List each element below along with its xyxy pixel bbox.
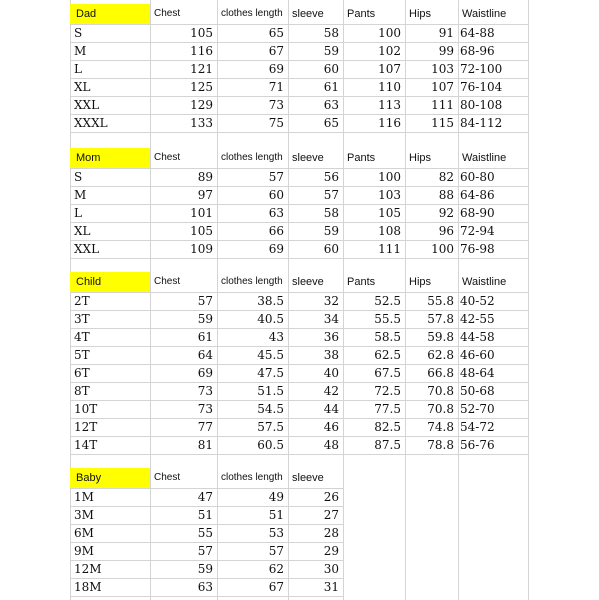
cell-chest[interactable]: 77: [197, 420, 213, 434]
cell-sleeve[interactable]: 60: [323, 242, 339, 256]
cell-waistline[interactable]: 68-90: [460, 206, 495, 220]
cell-waistline[interactable]: 80-108: [460, 98, 503, 112]
cell-pants[interactable]: 113: [378, 98, 401, 112]
table-row: [0, 204, 600, 222]
cell-size[interactable]: 8T: [74, 384, 90, 398]
table-row: [0, 542, 600, 560]
column-header-chest[interactable]: Chest: [154, 152, 181, 163]
cell-clothes-length[interactable]: 67: [268, 580, 284, 594]
cell-size[interactable]: 12M: [74, 562, 102, 576]
cell-clothes-length[interactable]: 57: [268, 544, 284, 558]
table-row: [0, 114, 600, 132]
table-row: [0, 168, 600, 186]
cell-clothes-length[interactable]: 69: [268, 242, 284, 256]
cell-hips[interactable]: 111: [431, 98, 454, 112]
cell-pants[interactable]: 72.5: [374, 384, 401, 398]
cell-size[interactable]: M: [74, 44, 87, 58]
cell-chest[interactable]: 57: [197, 544, 213, 558]
table-row: [0, 240, 600, 258]
table-row: [0, 488, 600, 506]
table-row: [0, 60, 600, 78]
cell-pants[interactable]: 102: [378, 44, 401, 58]
cell-sleeve[interactable]: 58: [323, 206, 339, 220]
cell-clothes-length[interactable]: 66: [268, 224, 284, 238]
cell-waistline[interactable]: 54-72: [460, 420, 495, 434]
cell-size[interactable]: 1M: [74, 490, 94, 504]
cell-clothes-length[interactable]: 40.5: [257, 312, 284, 326]
cell-pants[interactable]: 62.5: [374, 348, 401, 362]
cell-clothes-length[interactable]: 73: [268, 98, 284, 112]
table-row: [0, 96, 600, 114]
section-label-child[interactable]: Child: [70, 272, 150, 292]
cell-hips[interactable]: 62.8: [427, 348, 454, 362]
cell-chest[interactable]: 51: [197, 508, 213, 522]
cell-waistline[interactable]: 48-64: [460, 366, 495, 380]
column-header-chest[interactable]: Chest: [154, 472, 181, 483]
column-header-waistline[interactable]: Waistline: [462, 276, 507, 288]
cell-clothes-length[interactable]: 53: [268, 526, 284, 540]
cell-chest[interactable]: 109: [190, 242, 213, 256]
cell-size[interactable]: L: [74, 206, 82, 220]
cell-clothes-length[interactable]: 75: [268, 116, 284, 130]
cell-chest[interactable]: 133: [190, 116, 213, 130]
cell-hips[interactable]: 88: [438, 188, 454, 202]
cell-sleeve[interactable]: 61: [323, 80, 339, 94]
cell-clothes-length[interactable]: 63: [268, 206, 284, 220]
cell-sleeve[interactable]: 26: [323, 490, 339, 504]
column-header-hips[interactable]: Hips: [409, 8, 432, 20]
cell-clothes-length[interactable]: 69: [268, 62, 284, 76]
cell-pants[interactable]: 58.5: [374, 330, 401, 344]
column-header-hips[interactable]: Hips: [409, 152, 432, 164]
cell-pants[interactable]: 87.5: [374, 438, 401, 452]
cell-sleeve[interactable]: 56: [323, 170, 339, 184]
cell-clothes-length[interactable]: 71: [268, 80, 284, 94]
cell-waistline[interactable]: 40-52: [460, 294, 495, 308]
cell-chest[interactable]: 59: [197, 312, 213, 326]
cell-hips[interactable]: 99: [438, 44, 454, 58]
column-header-sleeve[interactable]: sleeve: [292, 472, 324, 484]
cell-chest[interactable]: 89: [197, 170, 213, 184]
cell-size[interactable]: 12T: [74, 420, 98, 434]
cell-hips[interactable]: 100: [431, 242, 454, 256]
table-row: [0, 328, 600, 346]
cell-hips[interactable]: 70.8: [427, 402, 454, 416]
cell-sleeve[interactable]: 57: [323, 188, 339, 202]
cell-waistline[interactable]: 56-76: [460, 438, 495, 452]
cell-hips[interactable]: 57.8: [427, 312, 454, 326]
cell-sleeve[interactable]: 60: [323, 62, 339, 76]
cell-size[interactable]: 5T: [74, 348, 90, 362]
cell-clothes-length[interactable]: 67: [268, 44, 284, 58]
cell-sleeve[interactable]: 44: [323, 402, 339, 416]
cell-chest[interactable]: 105: [190, 26, 213, 40]
cell-sleeve[interactable]: 30: [323, 562, 339, 576]
cell-pants[interactable]: 108: [378, 224, 401, 238]
cell-size[interactable]: 6M: [74, 526, 94, 540]
column-header-sleeve[interactable]: sleeve: [292, 276, 324, 288]
cell-sleeve[interactable]: 40: [323, 366, 339, 380]
cell-hips[interactable]: 92: [438, 206, 454, 220]
cell-chest[interactable]: 125: [190, 80, 213, 94]
cell-pants[interactable]: 116: [378, 116, 401, 130]
cell-chest[interactable]: 101: [190, 206, 213, 220]
table-row: [0, 186, 600, 204]
column-header-pants[interactable]: Pants: [347, 152, 376, 164]
cell-chest[interactable]: 81: [197, 438, 213, 452]
cell-hips[interactable]: 55.8: [427, 294, 454, 308]
cell-waistline[interactable]: 72-100: [460, 62, 503, 76]
cell-clothes-length[interactable]: 57: [268, 170, 284, 184]
cell-chest[interactable]: 97: [197, 188, 213, 202]
cell-pants[interactable]: 110: [378, 80, 401, 94]
cell-size[interactable]: XL: [74, 80, 91, 94]
cell-size[interactable]: 3T: [74, 312, 90, 326]
table-row: [0, 506, 600, 524]
cell-pants[interactable]: 103: [378, 188, 401, 202]
section-header-row-child: [0, 272, 600, 292]
column-header-pants[interactable]: Pants: [347, 8, 376, 20]
cell-size[interactable]: 2T: [74, 294, 90, 308]
cell-sleeve[interactable]: 58: [323, 26, 339, 40]
cell-hips[interactable]: 66.8: [427, 366, 454, 380]
cell-clothes-length[interactable]: 60.5: [257, 438, 284, 452]
cell-clothes-length[interactable]: 43: [268, 330, 284, 344]
cell-chest[interactable]: 61: [197, 330, 213, 344]
cell-waistline[interactable]: 60-80: [460, 170, 495, 184]
table-row: [0, 400, 600, 418]
cell-waistline[interactable]: 68-96: [460, 44, 495, 58]
cell-sleeve[interactable]: 59: [323, 224, 339, 238]
cell-clothes-length[interactable]: 51.5: [257, 384, 284, 398]
table-row: [0, 418, 600, 436]
table-row: [0, 346, 600, 364]
column-header-sleeve[interactable]: sleeve: [292, 152, 324, 164]
cell-clothes-length[interactable]: 49: [268, 490, 284, 504]
cell-pants[interactable]: 107: [378, 62, 401, 76]
cell-waistline[interactable]: 52-70: [460, 402, 495, 416]
section-header-row-mom: [0, 148, 600, 168]
column-header-chest[interactable]: Chest: [154, 276, 181, 287]
cell-sleeve[interactable]: 42: [323, 384, 339, 398]
section-header-row-baby: [0, 468, 600, 488]
column-header-clothes-length[interactable]: clothes length: [221, 472, 283, 483]
cell-pants[interactable]: 52.5: [374, 294, 401, 308]
section-label-mom[interactable]: Mom: [70, 148, 150, 168]
cell-size[interactable]: 18M: [74, 580, 102, 594]
cell-chest[interactable]: 47: [197, 490, 213, 504]
cell-waistline[interactable]: 76-98: [460, 242, 495, 256]
cell-size[interactable]: M: [74, 188, 87, 202]
cell-size[interactable]: 14T: [74, 438, 98, 452]
cell-sleeve[interactable]: 34: [323, 312, 339, 326]
table-row: [0, 292, 600, 310]
cell-sleeve[interactable]: 63: [323, 98, 339, 112]
cell-size[interactable]: 3M: [74, 508, 94, 522]
cell-chest[interactable]: 129: [190, 98, 213, 112]
table-row: [0, 24, 600, 42]
cell-sleeve[interactable]: 31: [323, 580, 339, 594]
cell-size[interactable]: XXL: [74, 242, 100, 256]
cell-chest[interactable]: 57: [197, 294, 213, 308]
table-row: [0, 78, 600, 96]
cell-chest[interactable]: 69: [197, 366, 213, 380]
column-header-waistline[interactable]: Waistline: [462, 152, 507, 164]
cell-sleeve[interactable]: 38: [323, 348, 339, 362]
table-row: [0, 524, 600, 542]
cell-size[interactable]: L: [74, 62, 82, 76]
cell-size[interactable]: XL: [74, 224, 91, 238]
cell-clothes-length[interactable]: 51: [268, 508, 284, 522]
column-header-pants[interactable]: Pants: [347, 276, 376, 288]
cell-hips[interactable]: 74.8: [427, 420, 454, 434]
column-header-chest[interactable]: Chest: [154, 8, 181, 19]
cell-chest[interactable]: 63: [197, 580, 213, 594]
cell-sleeve[interactable]: 29: [323, 544, 339, 558]
cell-pants[interactable]: 100: [378, 26, 401, 40]
cell-waistline[interactable]: 84-112: [460, 116, 503, 130]
cell-chest[interactable]: 55: [197, 526, 213, 540]
cell-sleeve[interactable]: 36: [323, 330, 339, 344]
cell-waistline[interactable]: 76-104: [460, 80, 503, 94]
cell-clothes-length[interactable]: 45.5: [257, 348, 284, 362]
cell-size[interactable]: S: [74, 26, 83, 40]
cell-sleeve[interactable]: 32: [323, 294, 339, 308]
cell-clothes-length[interactable]: 54.5: [257, 402, 284, 416]
cell-waistline[interactable]: 50-68: [460, 384, 495, 398]
cell-hips[interactable]: 82: [438, 170, 454, 184]
table-row: [0, 382, 600, 400]
cell-hips[interactable]: 91: [438, 26, 454, 40]
section-header-row-dad: [0, 4, 600, 24]
cell-clothes-length[interactable]: 62: [268, 562, 284, 576]
cell-pants[interactable]: 100: [378, 170, 401, 184]
section-label-baby[interactable]: Baby: [70, 468, 150, 488]
cell-pants[interactable]: 55.5: [374, 312, 401, 326]
table-row: [0, 364, 600, 382]
column-header-waistline[interactable]: Waistline: [462, 8, 507, 20]
cell-waistline[interactable]: 42-55: [460, 312, 495, 326]
column-header-clothes-length[interactable]: clothes length: [221, 8, 283, 19]
cell-size[interactable]: 6T: [74, 366, 90, 380]
cell-chest[interactable]: 59: [197, 562, 213, 576]
cell-pants[interactable]: 105: [378, 206, 401, 220]
cell-size[interactable]: XXL: [74, 98, 100, 112]
cell-chest[interactable]: 121: [190, 62, 213, 76]
column-header-hips[interactable]: Hips: [409, 276, 432, 288]
cell-waistline[interactable]: 72-94: [460, 224, 495, 238]
table-row: [0, 578, 600, 596]
cell-sleeve[interactable]: 48: [323, 438, 339, 452]
cell-waistline[interactable]: 44-58: [460, 330, 495, 344]
cell-clothes-length[interactable]: 47.5: [257, 366, 284, 380]
table-row: [0, 436, 600, 454]
cell-sleeve[interactable]: 46: [323, 420, 339, 434]
cell-size[interactable]: 9M: [74, 544, 94, 558]
cell-hips[interactable]: 107: [431, 80, 454, 94]
cell-clothes-length[interactable]: 38.5: [257, 294, 284, 308]
section-label-dad[interactable]: Dad: [70, 4, 150, 24]
cell-sleeve[interactable]: 59: [323, 44, 339, 58]
column-header-clothes-length[interactable]: clothes length: [221, 152, 283, 163]
cell-chest[interactable]: 73: [197, 384, 213, 398]
cell-chest[interactable]: 116: [190, 44, 213, 58]
table-row: [0, 310, 600, 328]
cell-clothes-length[interactable]: 57.5: [257, 420, 284, 434]
cell-hips[interactable]: 115: [431, 116, 454, 130]
cell-size[interactable]: XXXL: [74, 116, 108, 130]
cell-hips[interactable]: 103: [431, 62, 454, 76]
cell-hips[interactable]: 70.8: [427, 384, 454, 398]
cell-waistline[interactable]: 64-88: [460, 26, 495, 40]
cell-sleeve[interactable]: 27: [323, 508, 339, 522]
cell-chest[interactable]: 73: [197, 402, 213, 416]
cell-clothes-length[interactable]: 65: [268, 26, 284, 40]
cell-size[interactable]: 4T: [74, 330, 90, 344]
table-row: [0, 560, 600, 578]
cell-chest[interactable]: 105: [190, 224, 213, 238]
cell-pants[interactable]: 77.5: [374, 402, 401, 416]
cell-pants[interactable]: 67.5: [374, 366, 401, 380]
cell-hips[interactable]: 96: [438, 224, 454, 238]
cell-waistline[interactable]: 64-86: [460, 188, 495, 202]
cell-size[interactable]: 10T: [74, 402, 98, 416]
cell-sleeve[interactable]: 65: [323, 116, 339, 130]
cell-pants[interactable]: 111: [378, 242, 401, 256]
cell-hips[interactable]: 59.8: [427, 330, 454, 344]
cell-size[interactable]: S: [74, 170, 83, 184]
table-row: [0, 42, 600, 60]
cell-chest[interactable]: 64: [197, 348, 213, 362]
column-header-clothes-length[interactable]: clothes length: [221, 276, 283, 287]
cell-sleeve[interactable]: 28: [323, 526, 339, 540]
cell-waistline[interactable]: 46-60: [460, 348, 495, 362]
cell-pants[interactable]: 82.5: [374, 420, 401, 434]
column-header-sleeve[interactable]: sleeve: [292, 8, 324, 20]
table-row: [0, 222, 600, 240]
cell-hips[interactable]: 78.8: [427, 438, 454, 452]
cell-clothes-length[interactable]: 60: [268, 188, 284, 202]
